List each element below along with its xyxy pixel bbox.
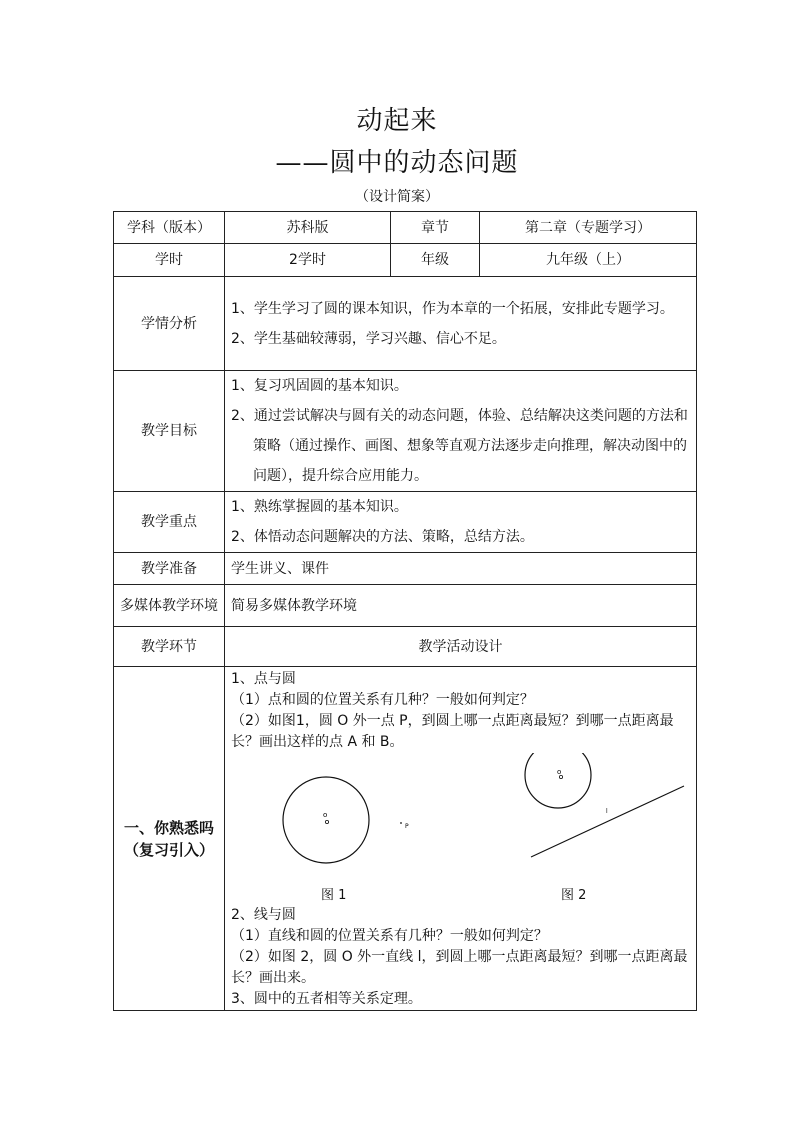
section1-label-line2: （复习引入） (123, 840, 214, 859)
prep-value: 学生讲义、课件 (225, 553, 697, 585)
chapter-label: 章节 (391, 212, 480, 244)
figure1-center-dot (325, 820, 328, 823)
focus-item-2: 2、体悟动态问题解决的方法、策略，总结方法。 (231, 529, 534, 545)
focus-content (225, 492, 697, 553)
lesson-plan-table (113, 211, 697, 1011)
section1-label (114, 667, 225, 1011)
figure2-circle (525, 753, 591, 808)
section1-p5: （1）直线和圆的位置关系有几种？一般如何判定？ (231, 928, 548, 944)
process-label: 教学环节 (114, 627, 225, 667)
doc-note: （设计简案） (355, 189, 439, 205)
row-process (114, 627, 697, 667)
row-prep (114, 553, 697, 585)
section1-content (225, 667, 697, 1011)
hours-value: 2学时 (225, 244, 391, 277)
figure1-label-p: P (405, 823, 409, 830)
figure1-caption: 图 1 (321, 888, 347, 903)
row-analysis (114, 277, 697, 371)
section1-p1: 1、点与圆 (231, 671, 296, 687)
doc-title: 动起来 (356, 106, 438, 136)
focus-item-1: 1、熟练掌握圆的基本知识。 (231, 499, 408, 515)
figures-svg (231, 753, 701, 905)
goals-item-2: 2、通过尝试解决与圆有关的动态问题，体验、总结解决这类问题的方法和策略（通过操作、画图、想象等直观方法逐步走向推理，解决动图中的问题），提升综合应用能力。 (231, 408, 688, 484)
row-section1 (114, 667, 697, 1011)
figure1-label-o: o (323, 811, 328, 819)
media-value: 简易多媒体教学环境 (225, 585, 697, 627)
analysis-content (225, 277, 697, 371)
section1-p2: （1）点和圆的位置关系有几种？一般如何判定？ (231, 692, 534, 708)
section1-p6: （2）如图 2，圆 O 外一直线 l，到圆上哪一点距离最短？到哪一点距离最长？画出来。 (231, 949, 688, 986)
subject-value: 苏科版 (225, 212, 391, 244)
figure2-caption: 图 2 (561, 888, 587, 903)
figures (231, 753, 690, 905)
chapter-value: 第二章（专题学习） (480, 212, 697, 244)
subject-label: 学科（版本） (114, 212, 225, 244)
process-value: 教学活动设计 (225, 627, 697, 667)
grade-value: 九年级（上） (480, 244, 697, 277)
figure2-line (531, 786, 684, 857)
hours-label: 学时 (114, 244, 225, 277)
focus-label: 教学重点 (114, 492, 225, 553)
row-media (114, 585, 697, 627)
row-goals (114, 371, 697, 492)
row-subject (114, 212, 697, 244)
goals-item-1: 1、复习巩固圆的基本知识。 (231, 378, 408, 394)
doc-subtitle: ——圆中的动态问题 (275, 148, 519, 178)
analysis-item-1: 1、学生学习了圆的课本知识，作为本章的一个拓展，安排此专题学习。 (231, 300, 674, 317)
row-focus (114, 492, 697, 553)
section1-p7: 3、圆中的五者相等关系定理。 (231, 991, 422, 1007)
figure2-label-o: o (557, 768, 562, 776)
analysis-label: 学情分析 (114, 277, 225, 371)
figure1-circle (283, 777, 369, 863)
section1-label-line1: 一、你熟悉吗 (123, 818, 214, 837)
section1-p4: 2、线与圆 (231, 907, 296, 923)
goals-content (225, 371, 697, 492)
section1-p3: （2）如图1，圆 O 外一点 P，到圆上哪一点距离最短？到哪一点距离最长？画出这样的点 A 和 B。 (231, 713, 674, 750)
goals-label: 教学目标 (114, 371, 225, 492)
figure1-point-p-dot (400, 822, 402, 824)
analysis-item-2: 2、学生基础较薄弱，学习兴趣、信心不足。 (231, 330, 506, 347)
prep-label: 教学准备 (114, 553, 225, 585)
row-hours (114, 244, 697, 277)
grade-label: 年级 (391, 244, 480, 277)
figure2-label-l: l (606, 808, 608, 815)
media-label: 多媒体教学环境 (114, 585, 225, 627)
